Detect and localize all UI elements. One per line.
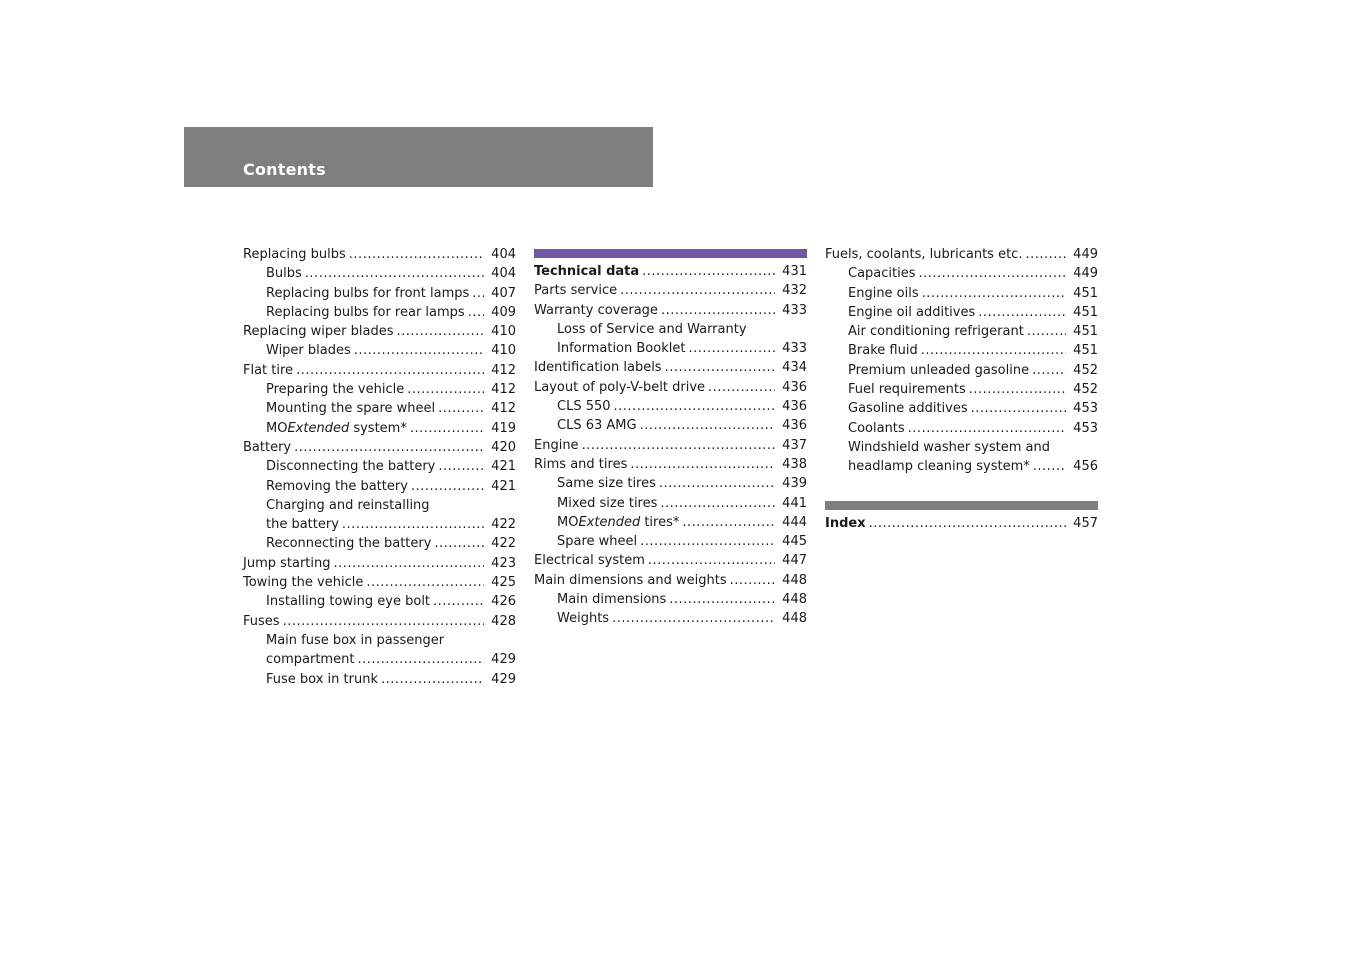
toc-column-1 <box>243 245 516 689</box>
toc-entry[interactable]: Coolants ..... 453 <box>825 419 1098 438</box>
toc-entry[interactable]: Main dimensions and weights ..... 448 <box>534 571 807 590</box>
toc-entry[interactable]: Installing towing eye bolt ..... 426 <box>243 592 516 611</box>
toc-entry[interactable]: Mixed size tires ..... 441 <box>534 494 807 513</box>
toc-entry[interactable]: CLS 550 ..... 436 <box>534 397 807 416</box>
section-bar-index <box>825 501 1098 510</box>
toc-column-2 <box>534 245 807 629</box>
toc-entry[interactable]: Replacing bulbs for front lamps ..... 407 <box>243 284 516 303</box>
toc-entry[interactable]: Air conditioning refrigerant ..... 451 <box>825 322 1098 341</box>
toc-entry[interactable]: Electrical system ..... 447 <box>534 551 807 570</box>
toc-entry[interactable]: Rims and tires ..... 438 <box>534 455 807 474</box>
toc-entry[interactable]: Mounting the spare wheel ..... 412 <box>243 399 516 418</box>
toc-entry[interactable]: Engine oil additives ..... 451 <box>825 303 1098 322</box>
toc-entry[interactable]: compartment ..... 429 <box>243 650 516 669</box>
toc-entry[interactable]: Premium unleaded gasoline ..... 452 <box>825 361 1098 380</box>
toc-entry[interactable]: Reconnecting the battery ..... 422 <box>243 534 516 553</box>
toc-entry[interactable]: Disconnecting the battery ..... 421 <box>243 457 516 476</box>
toc-entry[interactable]: headlamp cleaning system* ..... 456 <box>825 457 1098 476</box>
toc-entry[interactable]: Replacing bulbs for rear lamps ..... 409 <box>243 303 516 322</box>
toc-entry[interactable]: Jump starting ..... 423 <box>243 554 516 573</box>
toc-entry[interactable]: Information Booklet ..... 433 <box>534 339 807 358</box>
toc-entry[interactable]: Gasoline additives ..... 453 <box>825 399 1098 418</box>
toc-entry[interactable]: Towing the vehicle ..... 425 <box>243 573 516 592</box>
toc-entry-continued[interactable]: Loss of Service and Warranty <box>557 321 747 337</box>
toc-entry[interactable]: Same size tires ..... 439 <box>534 474 807 493</box>
toc-section-technical-data[interactable]: Technical data ..... 431 <box>534 262 807 281</box>
toc-section-index[interactable]: Index ..... 457 <box>825 514 1098 533</box>
toc-entry-continued[interactable]: Charging and reinstalling <box>266 497 430 513</box>
toc-entry[interactable]: Battery ..... 420 <box>243 438 516 457</box>
toc-entry[interactable]: MOExtended system* ..... 419 <box>243 419 516 438</box>
toc-entry[interactable]: Replacing wiper blades ..... 410 <box>243 322 516 341</box>
toc-entry[interactable]: Bulbs ..... 404 <box>243 264 516 283</box>
toc-entry[interactable]: the battery ..... 422 <box>243 515 516 534</box>
toc-entry[interactable]: Capacities ..... 449 <box>825 264 1098 283</box>
toc-entry-continued[interactable]: Windshield washer system and <box>848 439 1050 455</box>
toc-entry[interactable]: Spare wheel ..... 445 <box>534 532 807 551</box>
toc-entry[interactable]: Weights ..... 448 <box>534 609 807 628</box>
toc-entry[interactable]: Removing the battery ..... 421 <box>243 477 516 496</box>
toc-entry[interactable]: Flat tire ..... 412 <box>243 361 516 380</box>
toc-entry[interactable]: Preparing the vehicle ..... 412 <box>243 380 516 399</box>
toc-entry[interactable]: CLS 63 AMG ..... 436 <box>534 416 807 435</box>
section-bar-technical-data <box>534 249 807 258</box>
toc-entry[interactable]: Brake fluid ..... 451 <box>825 341 1098 360</box>
toc-entry[interactable]: Engine ..... 437 <box>534 436 807 455</box>
header-bar <box>184 127 653 187</box>
toc-entry[interactable]: Wiper blades ..... 410 <box>243 341 516 360</box>
toc-entry[interactable]: Engine oils ..... 451 <box>825 284 1098 303</box>
toc-entry[interactable]: Main dimensions ..... 448 <box>534 590 807 609</box>
spacer <box>825 477 1098 501</box>
toc-entry[interactable]: Replacing bulbs ..... 404 <box>243 245 516 264</box>
toc-entry[interactable]: Fuses ..... 428 <box>243 612 516 631</box>
toc-entry[interactable]: Layout of poly-V-belt drive ..... 436 <box>534 378 807 397</box>
toc-column-3 <box>825 245 1098 533</box>
toc-entry[interactable]: Fuels, coolants, lubricants etc. ..... 449 <box>825 245 1098 264</box>
toc-entry[interactable]: Warranty coverage ..... 433 <box>534 301 807 320</box>
page-title: Contents <box>243 160 326 179</box>
toc-entry[interactable]: Identification labels ..... 434 <box>534 358 807 377</box>
toc-entry[interactable]: Fuse box in trunk ..... 429 <box>243 670 516 689</box>
toc-entry[interactable]: Fuel requirements ..... 452 <box>825 380 1098 399</box>
toc-entry[interactable]: MOExtended tires* ..... 444 <box>534 513 807 532</box>
toc-entry[interactable]: Parts service ..... 432 <box>534 281 807 300</box>
toc-entry-continued[interactable]: Main fuse box in passenger <box>266 632 445 648</box>
